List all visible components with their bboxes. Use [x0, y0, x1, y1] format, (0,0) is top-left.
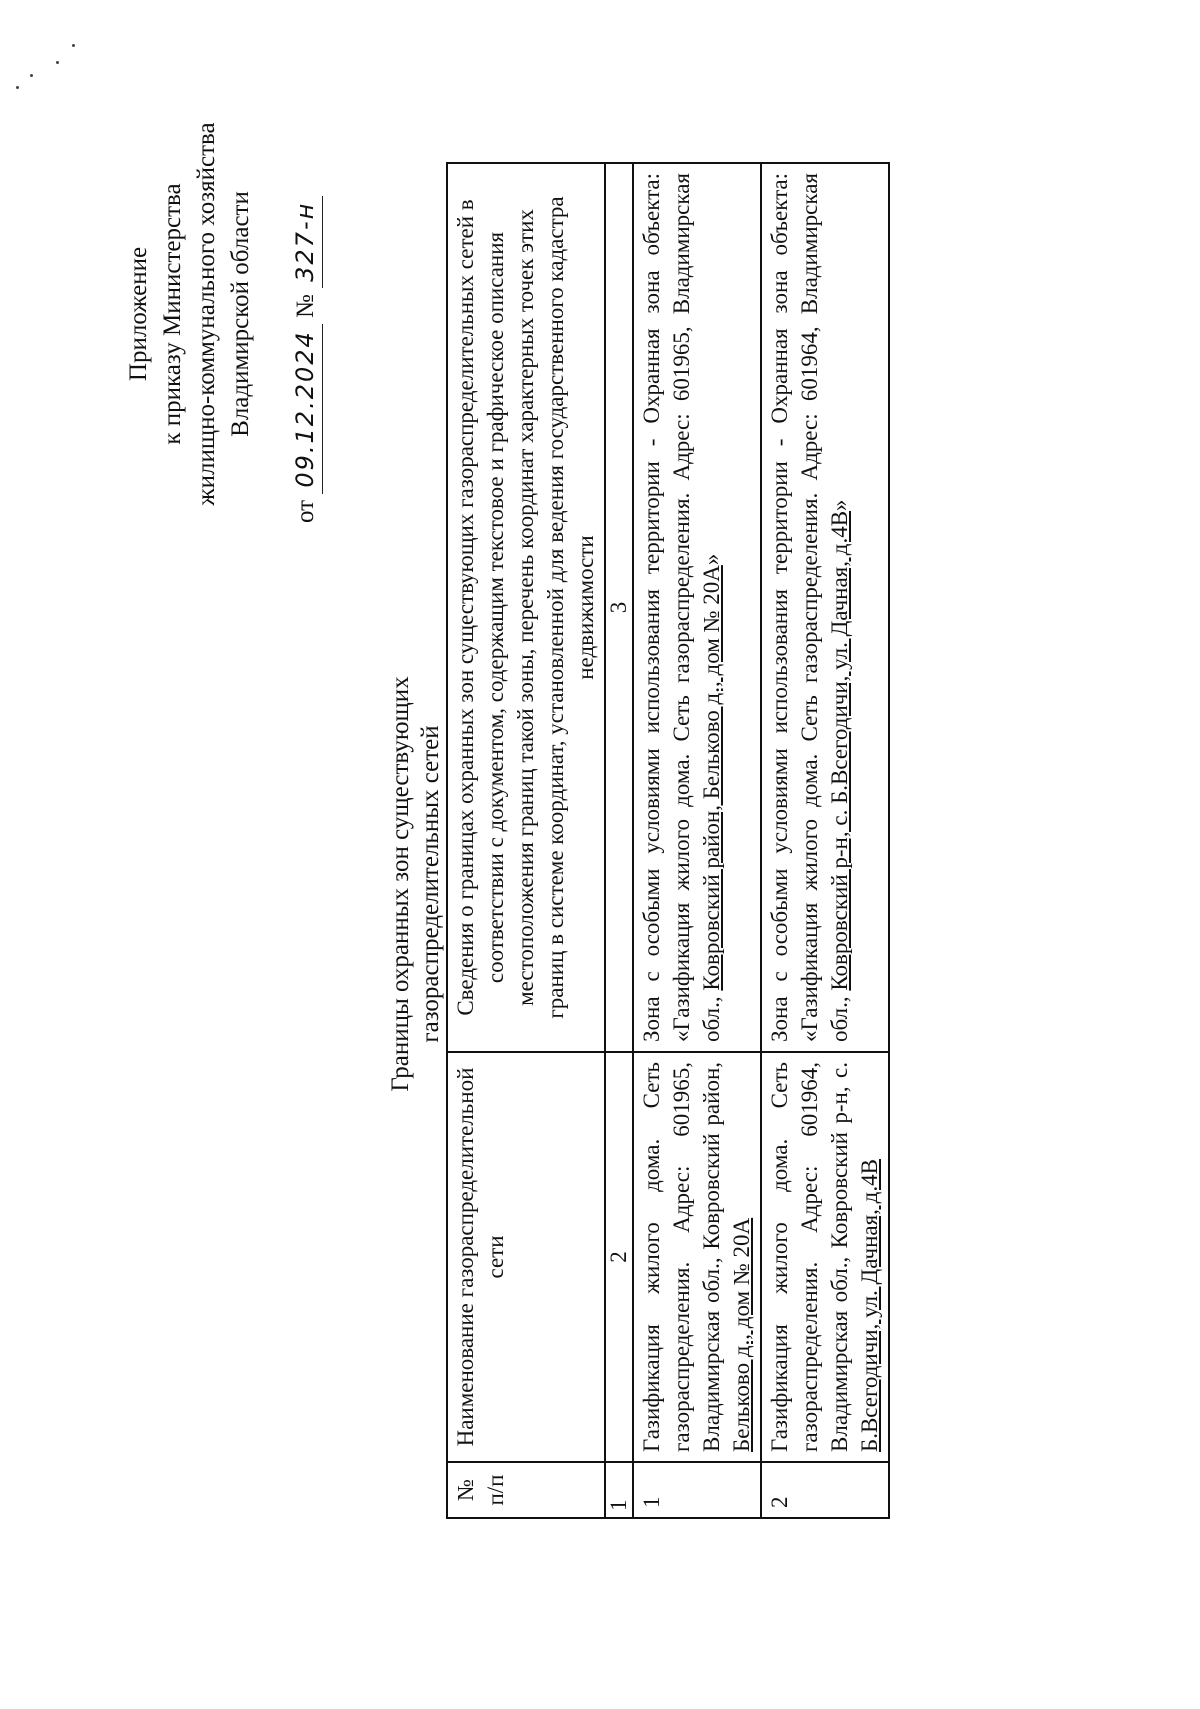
table-index-row: [605, 163, 633, 1518]
title-line-1: Границы охранных зон существующих: [387, 676, 414, 1092]
appendix-region-line: Владимирской области: [227, 191, 254, 437]
scan-speck: [30, 74, 33, 77]
appendix-label: Приложение: [125, 246, 152, 382]
zone-info-underlined: Ковровский район, Бельково д., дом № 20А: [699, 565, 724, 991]
appendix-order-line: к приказу Министерства: [159, 183, 186, 445]
index-cell-2: 2: [605, 1052, 633, 1462]
table-header-row: [447, 163, 605, 1518]
network-name-underlined: Б.Всегодичи, ул. Дачная, д.4В: [857, 1159, 882, 1452]
zone-info-text: Зона с особыми условиями использования территории - Охранная зона объекта: «Газификация жилого дома. Сеть газораспределения. Адрес: 601964, Владимирская обл.,: [767, 173, 852, 1042]
appendix-date-line: [288, 79, 323, 549]
network-name-text: Газификация жилого дома. Сеть газораспределения. Адрес: 601964, Владимирская обл., Ковровский р-н, с.: [767, 1062, 852, 1452]
network-name-cell: [633, 1052, 761, 1462]
zone-info-underlined: Ковровский р-н, с. Б.Всегодичи, ул. Дачная, д.4В: [827, 510, 852, 991]
zone-info-cell: [761, 163, 889, 1052]
index-cell-1: 1: [605, 1462, 633, 1518]
appendix-header: [122, 79, 323, 549]
scan-speck: [72, 44, 75, 47]
document-title: [386, 469, 446, 1299]
date-prefix: от: [292, 499, 319, 523]
handwritten-number: 327-н: [288, 196, 323, 288]
index-cell-3: 3: [605, 163, 633, 1052]
number-prefix: №: [292, 294, 319, 318]
zone-info-tail: »: [827, 499, 852, 511]
zone-info-tail: »: [699, 553, 724, 566]
title-line-2: газораспределительных сетей: [417, 725, 444, 1043]
table-row: [761, 163, 889, 1518]
zone-info-text: Зона с особыми условиями использования территории - Охранная зона объекта: «Газификация жилого дома. Сеть газораспределения. Адрес: 601965, Владимирская обл.,: [639, 173, 724, 1042]
scan-speck: [56, 61, 59, 64]
handwritten-date: 09.12.2024: [288, 324, 323, 493]
header-zone-info: Сведения о границах охранных зон существующих газораспределительных сетей в соответствии с документом, содержащим текстовое и графическое описания местоположения границ такой зоны, перечень координат характерных точек этих границ в системе координат, установленной для ведения государственного кадастра недвижимости: [447, 163, 605, 1052]
zone-info-cell: [633, 163, 761, 1052]
network-name-cell: [761, 1052, 889, 1462]
row-number: 1: [633, 1462, 761, 1518]
network-name-text: Газификация жилого дома. Сеть газораспределения. Адрес: 601965, Владимирская обл., Ковровский район,: [639, 1062, 724, 1452]
table-row: [633, 163, 761, 1518]
header-number: № п/п: [447, 1462, 605, 1518]
row-number: 2: [761, 1462, 889, 1518]
appendix-ministry-line: жилищно-коммунального хозяйства: [193, 122, 220, 506]
header-network-name: Наименование газораспределительной сети: [447, 1052, 605, 1462]
zones-table: [446, 162, 890, 1519]
scan-speck: [16, 86, 19, 89]
network-name-underlined: Бельково д., дом № 20А: [729, 1217, 754, 1452]
